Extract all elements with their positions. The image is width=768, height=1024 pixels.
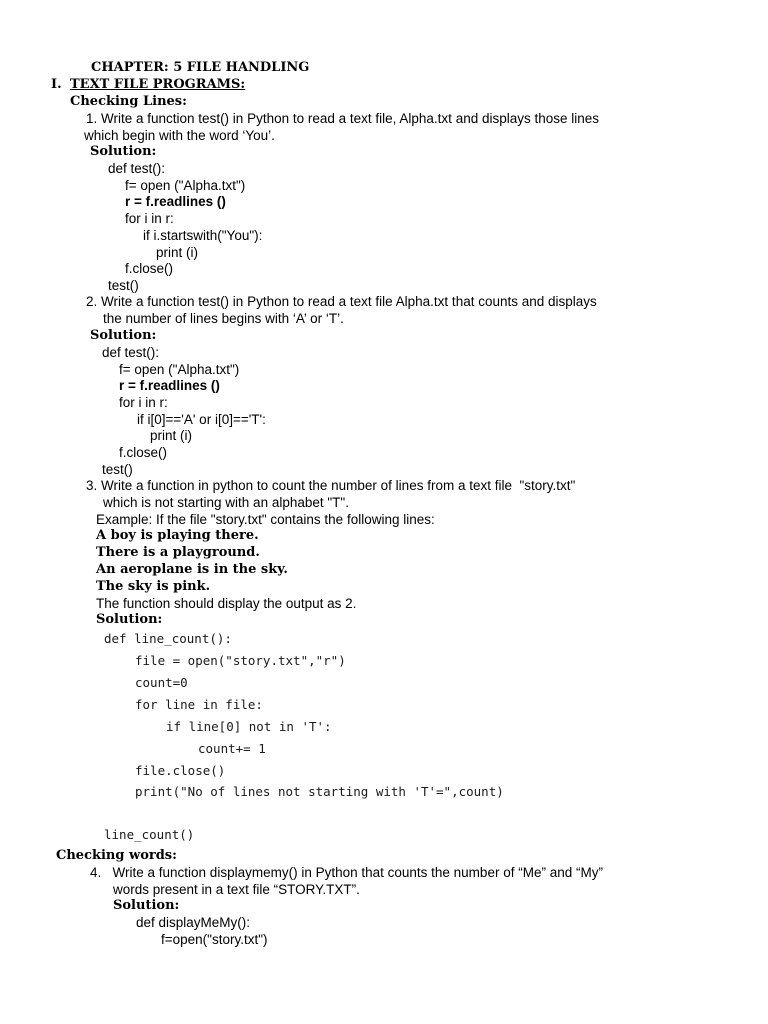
q1-code-line: f.close() xyxy=(125,261,174,276)
q2-code-line: print (i) xyxy=(150,428,193,443)
q3-code-line: file.close() xyxy=(135,763,226,778)
q4-text-line1: 4. Write a function displaymemy() in Python that counts the number of “Me” and “My” xyxy=(90,865,603,880)
q3-example-line: The sky is pink. xyxy=(96,579,211,594)
q3-code-line: print("No of lines not starting with 'T'=",count) xyxy=(135,784,504,799)
q2-code-line: for i in r: xyxy=(119,395,168,410)
q2-code-line: r = f.readlines () xyxy=(119,378,220,393)
q3-code-line: file = open("story.txt","r") xyxy=(135,653,346,668)
q3-solution-label: Solution: xyxy=(96,612,163,627)
q2-solution-label: Solution: xyxy=(90,328,157,343)
q1-code-line: print (i) xyxy=(156,245,199,260)
q2-text-line2: the number of lines begins with ‘A’ or ‘T’. xyxy=(103,311,344,326)
q3-code-line: if line[0] not in 'T': xyxy=(166,719,332,734)
q2-code-line: if i[0]=='A' or i[0]=='T': xyxy=(137,412,266,427)
q3-text-line1: 3. Write a function in python to count the number of lines from a text file "story.txt" xyxy=(86,478,576,493)
q3-code-line: def line_count(): xyxy=(104,631,232,646)
q2-text-line1: 2. Write a function test() in Python to read a text file Alpha.txt that counts and displays xyxy=(86,294,597,309)
q3-code-line: line_count() xyxy=(104,827,195,842)
section-numeral: I. xyxy=(51,77,62,92)
q1-text-line2: which begin with the word ‘You’. xyxy=(84,128,275,143)
q3-code-line: count+= 1 xyxy=(198,741,266,756)
q3-code-line: for line in file: xyxy=(135,697,263,712)
q2-code-line: def test(): xyxy=(102,345,160,360)
q1-text-line1: 1. Write a function test() in Python to read a text file, Alpha.txt and displays those lines xyxy=(86,111,600,126)
q1-solution-label: Solution: xyxy=(90,144,157,159)
q4-code-line: f=open("story.txt") xyxy=(161,932,268,947)
checking-lines-heading: Checking Lines: xyxy=(70,94,187,109)
q1-code-line: def test(): xyxy=(108,161,166,176)
checking-words-heading: Checking words: xyxy=(56,848,177,863)
section-title: TEXT FILE PROGRAMS: xyxy=(70,77,246,92)
q3-example-line: An aeroplane is in the sky. xyxy=(96,562,288,577)
q3-output-note: The function should display the output as 2. xyxy=(96,596,357,611)
q2-code-line: f= open ("Alpha.txt") xyxy=(119,362,240,377)
chapter-title: CHAPTER: 5 FILE HANDLING xyxy=(91,60,310,75)
q3-text-line2: which is not starting with an alphabet "T". xyxy=(103,495,349,510)
q3-example-line: There is a playground. xyxy=(96,545,260,560)
q3-example-intro: Example: If the file "story.txt" contains the following lines: xyxy=(96,512,435,527)
q1-code-line: r = f.readlines () xyxy=(125,194,226,209)
q4-solution-label: Solution: xyxy=(113,898,180,913)
q4-code-line: def displayMeMy(): xyxy=(136,915,251,930)
q3-example-line: A boy is playing there. xyxy=(96,528,259,543)
q1-code-line: f= open ("Alpha.txt") xyxy=(125,178,246,193)
q1-code-line: test() xyxy=(108,278,139,293)
q2-code-line: f.close() xyxy=(119,445,168,460)
q1-code-line: for i in r: xyxy=(125,211,174,226)
q1-code-line: if i.startswith("You"): xyxy=(143,228,263,243)
q2-code-line: test() xyxy=(102,462,133,477)
q4-text-line2: words present in a text file “STORY.TXT”. xyxy=(113,882,360,897)
q3-code-line: count=0 xyxy=(135,675,188,690)
